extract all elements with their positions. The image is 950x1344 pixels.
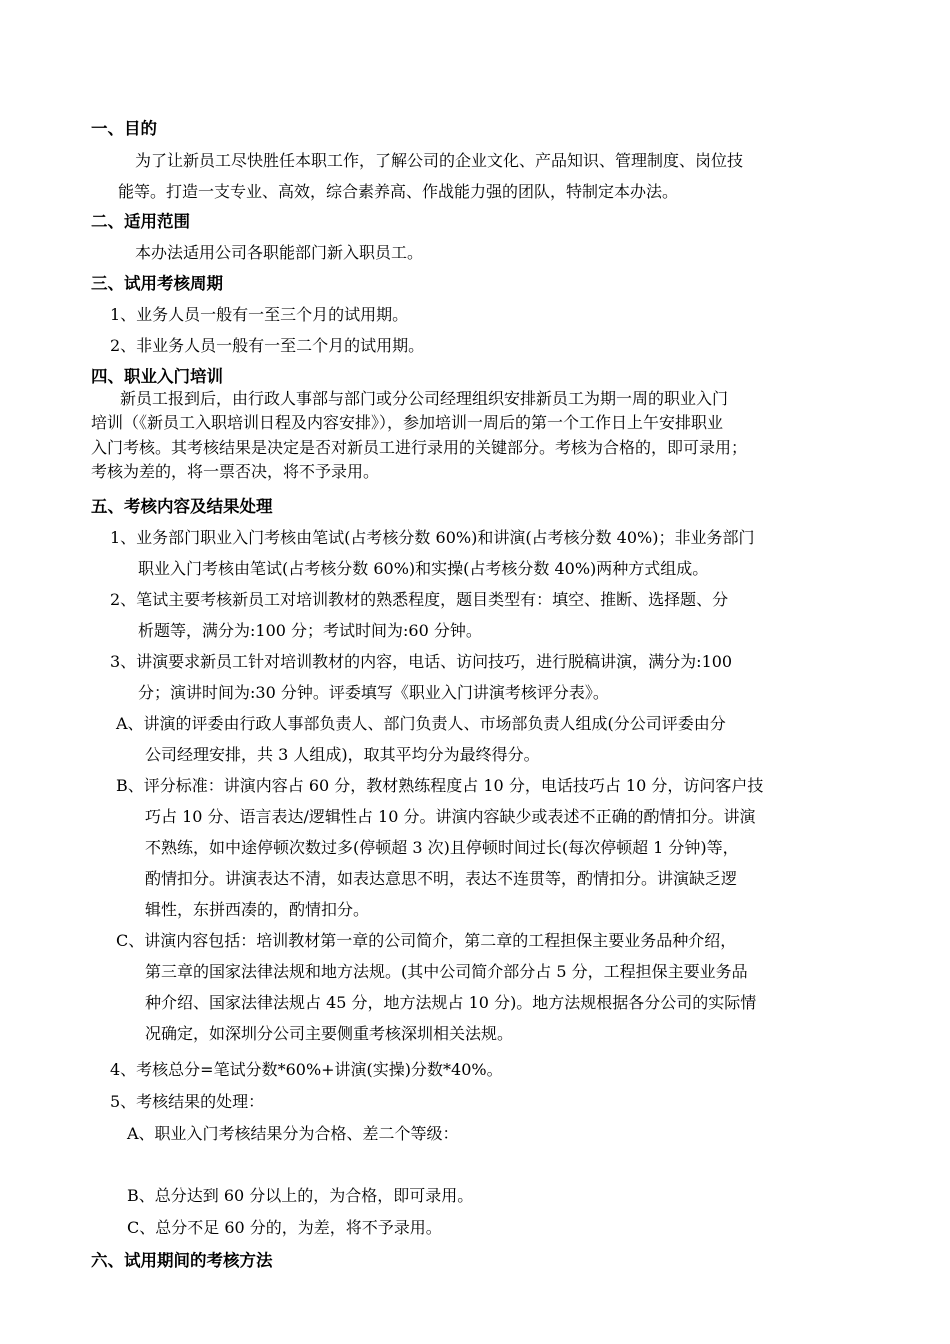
list-item: 1、业务部门职业入门考核由笔试(占考核分数 60%)和讲演(占考核分数 40%)；非业务部门 [110, 528, 755, 547]
sub-item: C、总分不足 60 分的，为差，将不予录用。 [127, 1218, 442, 1237]
sub-item-continuation: 辑性，东拼西凑的，酌情扣分。 [145, 900, 370, 919]
section-heading-purpose: 一、目的 [91, 119, 157, 138]
list-item: 3、讲演要求新员工针对培训教材的内容，电话、访问技巧，进行脱稿讲演，满分为:100 [110, 652, 733, 671]
sub-item: B、总分达到 60 分以上的，为合格，即可录用。 [127, 1186, 474, 1205]
sub-item: A、职业入门考核结果分为合格、差二个等级： [127, 1124, 459, 1143]
sub-item-continuation: 不熟练，如中途停顿次数过多(停顿超 3 次)且停顿时间过长(每次停顿超 1 分钟)等， [145, 838, 739, 857]
list-item-continuation: 分；演讲时间为:30 分钟。评委填写《职业入门讲演考核评分表》。 [138, 683, 609, 702]
sub-item-continuation: 公司经理安排，共 3 人组成)，取其平均分为最终得分。 [145, 745, 540, 764]
sub-item-continuation: 种介绍、国家法律法规占 45 分，地方法规占 10 分)。地方法规根据各分公司的实际情 [145, 993, 757, 1012]
paragraph-line: 入门考核。其考核结果是决定是否对新员工进行录用的关键部分。考核为合格的，即可录用； [91, 438, 748, 457]
section-heading-probation-period: 三、试用考核周期 [91, 274, 223, 293]
paragraph-line: 为了让新员工尽快胜任本职工作，了解公司的企业文化、产品知识、管理制度、岗位技 [135, 151, 744, 170]
sub-item: C、讲演内容包括：培训教材第一章的公司简介，第二章的工程担保主要业务品种介绍， [116, 931, 737, 950]
sub-item: B、评分标准：讲演内容占 60 分，教材熟练程度占 10 分，电话技巧占 10 分，访问客户技 [116, 776, 764, 795]
list-item-continuation: 析题等，满分为:100 分；考试时间为:60 分钟。 [138, 621, 482, 640]
sub-item-continuation: 酌情扣分。讲演表达不清，如表达意思不明，表达不连贯等，酌情扣分。讲演缺乏逻 [145, 869, 738, 888]
section-heading-career-training: 四、职业入门培训 [91, 367, 223, 386]
section-heading-scope: 二、适用范围 [91, 212, 190, 231]
list-item: 2、笔试主要考核新员工对培训教材的熟悉程度，题目类型有：填空、推断、选择题、分 [110, 590, 729, 609]
section-heading-probation-assessment: 六、试用期间的考核方法 [91, 1251, 273, 1270]
list-item-continuation: 职业入门考核由笔试(占考核分数 60%)和实操(占考核分数 40%)两种方式组成。 [138, 559, 709, 578]
paragraph-line: 新员工报到后，由行政人事部与部门或分公司经理组织安排新员工为期一周的职业入门 [120, 389, 729, 408]
sub-item-continuation: 第三章的国家法律法规和地方法规。(其中公司简介部分占 5 分，工程担保主要业务品 [145, 962, 748, 981]
sub-item-continuation: 况确定，如深圳分公司主要侧重考核深圳相关法规。 [145, 1024, 514, 1043]
paragraph-line: 考核为差的，将一票否决，将不予录用。 [91, 462, 380, 481]
list-item: 5、考核结果的处理： [110, 1092, 265, 1111]
sub-item-continuation: 巧占 10 分、语言表达/逻辑性占 10 分。讲演内容缺少或表述不正确的酌情扣分。讲演 [145, 807, 756, 826]
list-item: 2、非业务人员一般有一至二个月的试用期。 [110, 336, 425, 355]
section-heading-assessment-content: 五、考核内容及结果处理 [91, 497, 273, 516]
paragraph-line: 本办法适用公司各职能部门新入职员工。 [135, 243, 424, 262]
list-item: 4、考核总分=笔试分数*60%+讲演(实操)分数*40%。 [110, 1060, 503, 1079]
paragraph-line: 培训（《新员工入职培训日程及内容安排》），参加培训一周后的第一个工作日上午安排职业 [91, 413, 724, 432]
list-item: 1、业务人员一般有一至三个月的试用期。 [110, 305, 409, 324]
sub-item: A、讲演的评委由行政人事部负责人、部门负责人、市场部负责人组成(分公司评委由分 [116, 714, 726, 733]
paragraph-line: 能等。打造一支专业、高效，综合素养高、作战能力强的团队，特制定本办法。 [118, 182, 679, 201]
